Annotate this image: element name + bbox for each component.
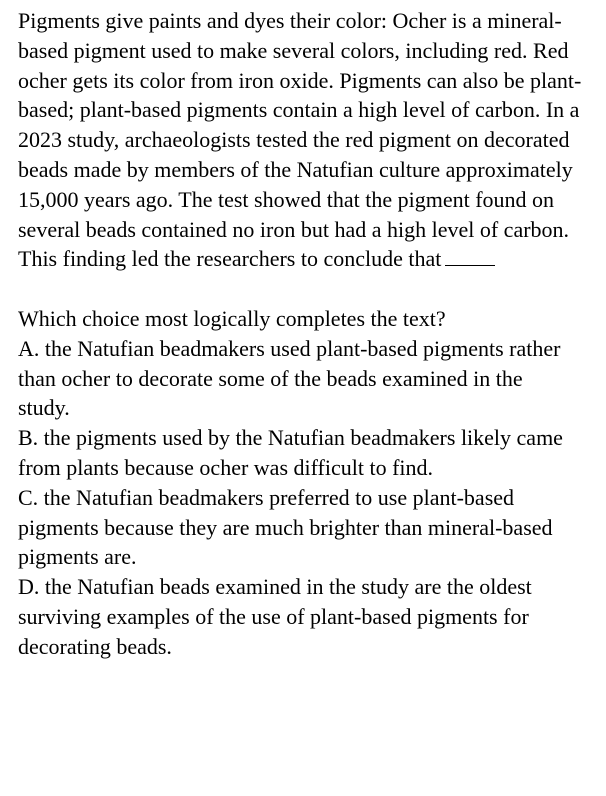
answer-blank: [445, 265, 495, 266]
choice-c[interactable]: C. the Natufian beadmakers preferred to use plant-based pigments because they are much brighter than mineral-based pigments are.: [18, 484, 553, 570]
question-page: [18, 6, 598, 662]
choice-a[interactable]: A. the Natufian beadmakers used plant-based pigments rather than ocher to decorate some of the beads examined in the study.: [18, 335, 561, 421]
choice-b[interactable]: B. the pigments used by the Natufian beadmakers likely came from plants because ocher was difficult to find.: [18, 425, 563, 480]
passage-paragraph: [18, 6, 588, 274]
passage-text: Pigments give paints and dyes their color: Ocher is a mineral-based pigment used to make several colors, including red. Red ocher gets its color from iron oxide. Pigments can also be plant-based; plant-based pigments contain a high level of carbon. In a 2023 study, archaeologists tested the red pigment on decorated beads made by members of the Natufian culture approximately 15,000 years ago. The test showed that the pigment found on several beads contained no iron but had a high level of carbon. This finding led the researchers to conclude that: [18, 8, 582, 272]
question-prompt: Which choice most logically completes the text?: [18, 305, 446, 331]
choice-d[interactable]: D. the Natufian beads examined in the study are the oldest surviving examples of the use of plant-based pigments for decorating beads.: [18, 574, 532, 659]
